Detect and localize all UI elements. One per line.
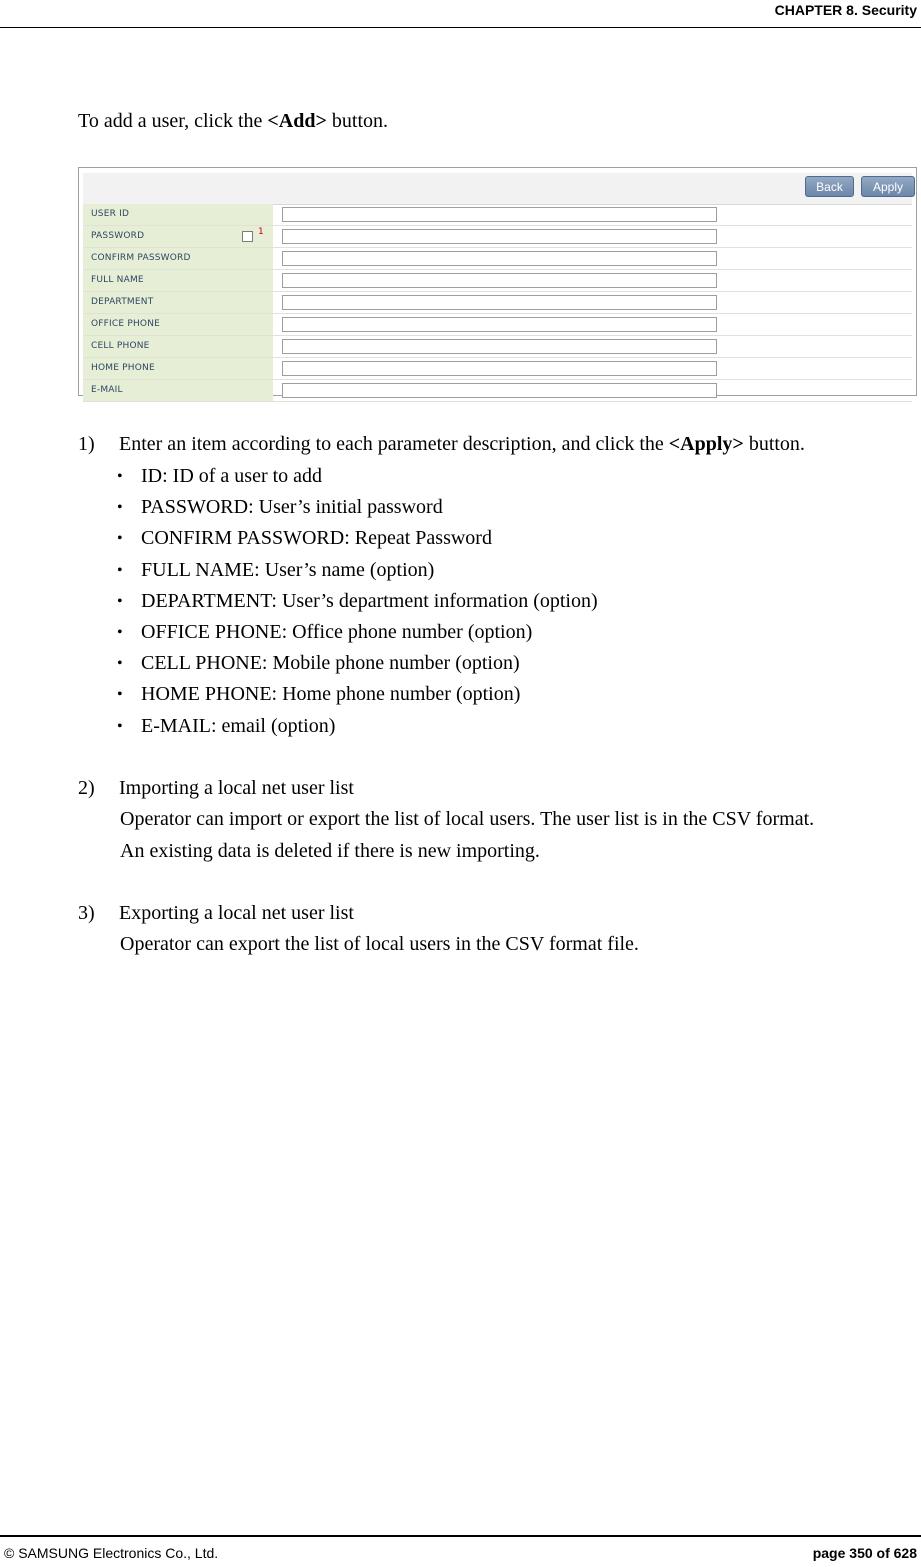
form-fields (83, 204, 912, 402)
list-item-text: FULL NAME: User’s name (option) (141, 558, 435, 581)
intro-before: To add a user, click the (78, 110, 268, 132)
list-item (117, 492, 598, 523)
step-number: 1) (78, 433, 95, 455)
list-item-text: HOME PHONE: Home phone number (option) (141, 683, 521, 706)
page-footer (0, 1535, 921, 1567)
apply-button[interactable]: Apply (861, 176, 915, 197)
step-1-after: button. (743, 433, 805, 455)
step-text (119, 429, 805, 460)
copyright: © SAMSUNG Electronics Co., Ltd. (4, 1545, 219, 1561)
list-item-text: DEPARTMENT: User’s department information (option) (141, 589, 598, 612)
add-user-form-screenshot (78, 167, 917, 396)
list-item-text: CELL PHONE: Mobile phone number (option) (141, 652, 520, 675)
bullet-icon: • (117, 624, 123, 642)
cell-phone-input[interactable] (282, 339, 717, 354)
bullet-icon: • (117, 592, 123, 610)
list-item-text: E-MAIL: email (option) (141, 714, 336, 737)
field-label-home-phone: HOME PHONE (83, 358, 273, 379)
field-label-full-name: FULL NAME (83, 270, 273, 291)
field-row-cell-phone (83, 336, 912, 358)
form-toolbar (83, 173, 912, 205)
step-title: Importing a local net user list (119, 777, 354, 799)
step-number: 3) (78, 902, 95, 924)
field-row-email (83, 380, 912, 402)
intro-text (78, 110, 388, 133)
step-1-before: Enter an item according to each parameter description, and click the (119, 433, 669, 455)
list-item (117, 523, 598, 554)
list-item (117, 648, 598, 679)
list-item (117, 679, 598, 710)
body-line: Operator can import or export the list of local users. The user list is in the CSV format. (120, 808, 815, 830)
intro-add-button-ref: <Add> (267, 110, 327, 132)
office-phone-input[interactable] (282, 317, 717, 332)
field-label-user-id: USER ID (83, 204, 273, 225)
list-item (117, 711, 598, 742)
field-row-confirm-password (83, 248, 912, 270)
field-row-password (83, 226, 912, 248)
bullet-icon: • (117, 468, 123, 485)
list-item-text: ID: ID of a user to add (141, 465, 323, 487)
back-button[interactable]: Back (805, 176, 854, 197)
step-number: 2) (78, 777, 95, 799)
bullet-icon: • (117, 499, 123, 517)
list-item-text: CONFIRM PASSWORD: Repeat Password (141, 527, 492, 550)
field-row-department (83, 292, 912, 314)
bullet-icon: • (117, 561, 123, 579)
list-item (117, 617, 598, 648)
intro-after: button. (326, 110, 389, 132)
bullet-icon: • (117, 530, 123, 548)
field-label-office-phone: OFFICE PHONE (83, 314, 273, 335)
bullet-icon: • (117, 655, 123, 673)
field-label-department: DEPARTMENT (83, 292, 273, 313)
email-input[interactable] (282, 383, 717, 398)
list-item (117, 461, 598, 492)
step-1-apply-ref: <Apply> (668, 433, 744, 455)
user-id-input[interactable] (282, 207, 717, 222)
chapter-title: CHAPTER 8. Security (774, 2, 917, 18)
step-3-body (120, 929, 639, 961)
field-row-user-id (83, 204, 912, 226)
parameter-list (117, 461, 598, 742)
list-item-text: PASSWORD: User’s initial password (141, 496, 443, 519)
step-2-body (120, 804, 814, 867)
list-item-text: OFFICE PHONE: Office phone number (option) (141, 621, 533, 644)
field-label-confirm-password: CONFIRM PASSWORD (83, 248, 273, 269)
page-number: page 350 of 628 (812, 1545, 917, 1561)
list-item (117, 555, 598, 586)
password-checkbox[interactable] (242, 231, 253, 242)
field-label-password: PASSWORD (83, 226, 273, 247)
list-item (117, 586, 598, 617)
bullet-icon: • (117, 717, 123, 735)
bullet-icon: • (117, 686, 123, 704)
home-phone-input[interactable] (282, 361, 717, 376)
body-line: An existing data is deleted if there is new importing. (120, 839, 540, 862)
field-row-home-phone (83, 358, 912, 380)
field-label-email: E-MAIL (83, 380, 273, 401)
page-header (0, 0, 921, 28)
field-row-office-phone (83, 314, 912, 336)
department-input[interactable] (282, 295, 717, 310)
password-input[interactable] (282, 229, 717, 244)
password-callout-number: 1 (258, 227, 264, 237)
step-title: Exporting a local net user list (119, 902, 354, 924)
field-label-cell-phone: CELL PHONE (83, 336, 273, 357)
field-row-full-name (83, 270, 912, 292)
body-line: Operator can export the list of local users in the CSV format file. (120, 933, 639, 955)
full-name-input[interactable] (282, 273, 717, 288)
confirm-password-input[interactable] (282, 251, 717, 266)
